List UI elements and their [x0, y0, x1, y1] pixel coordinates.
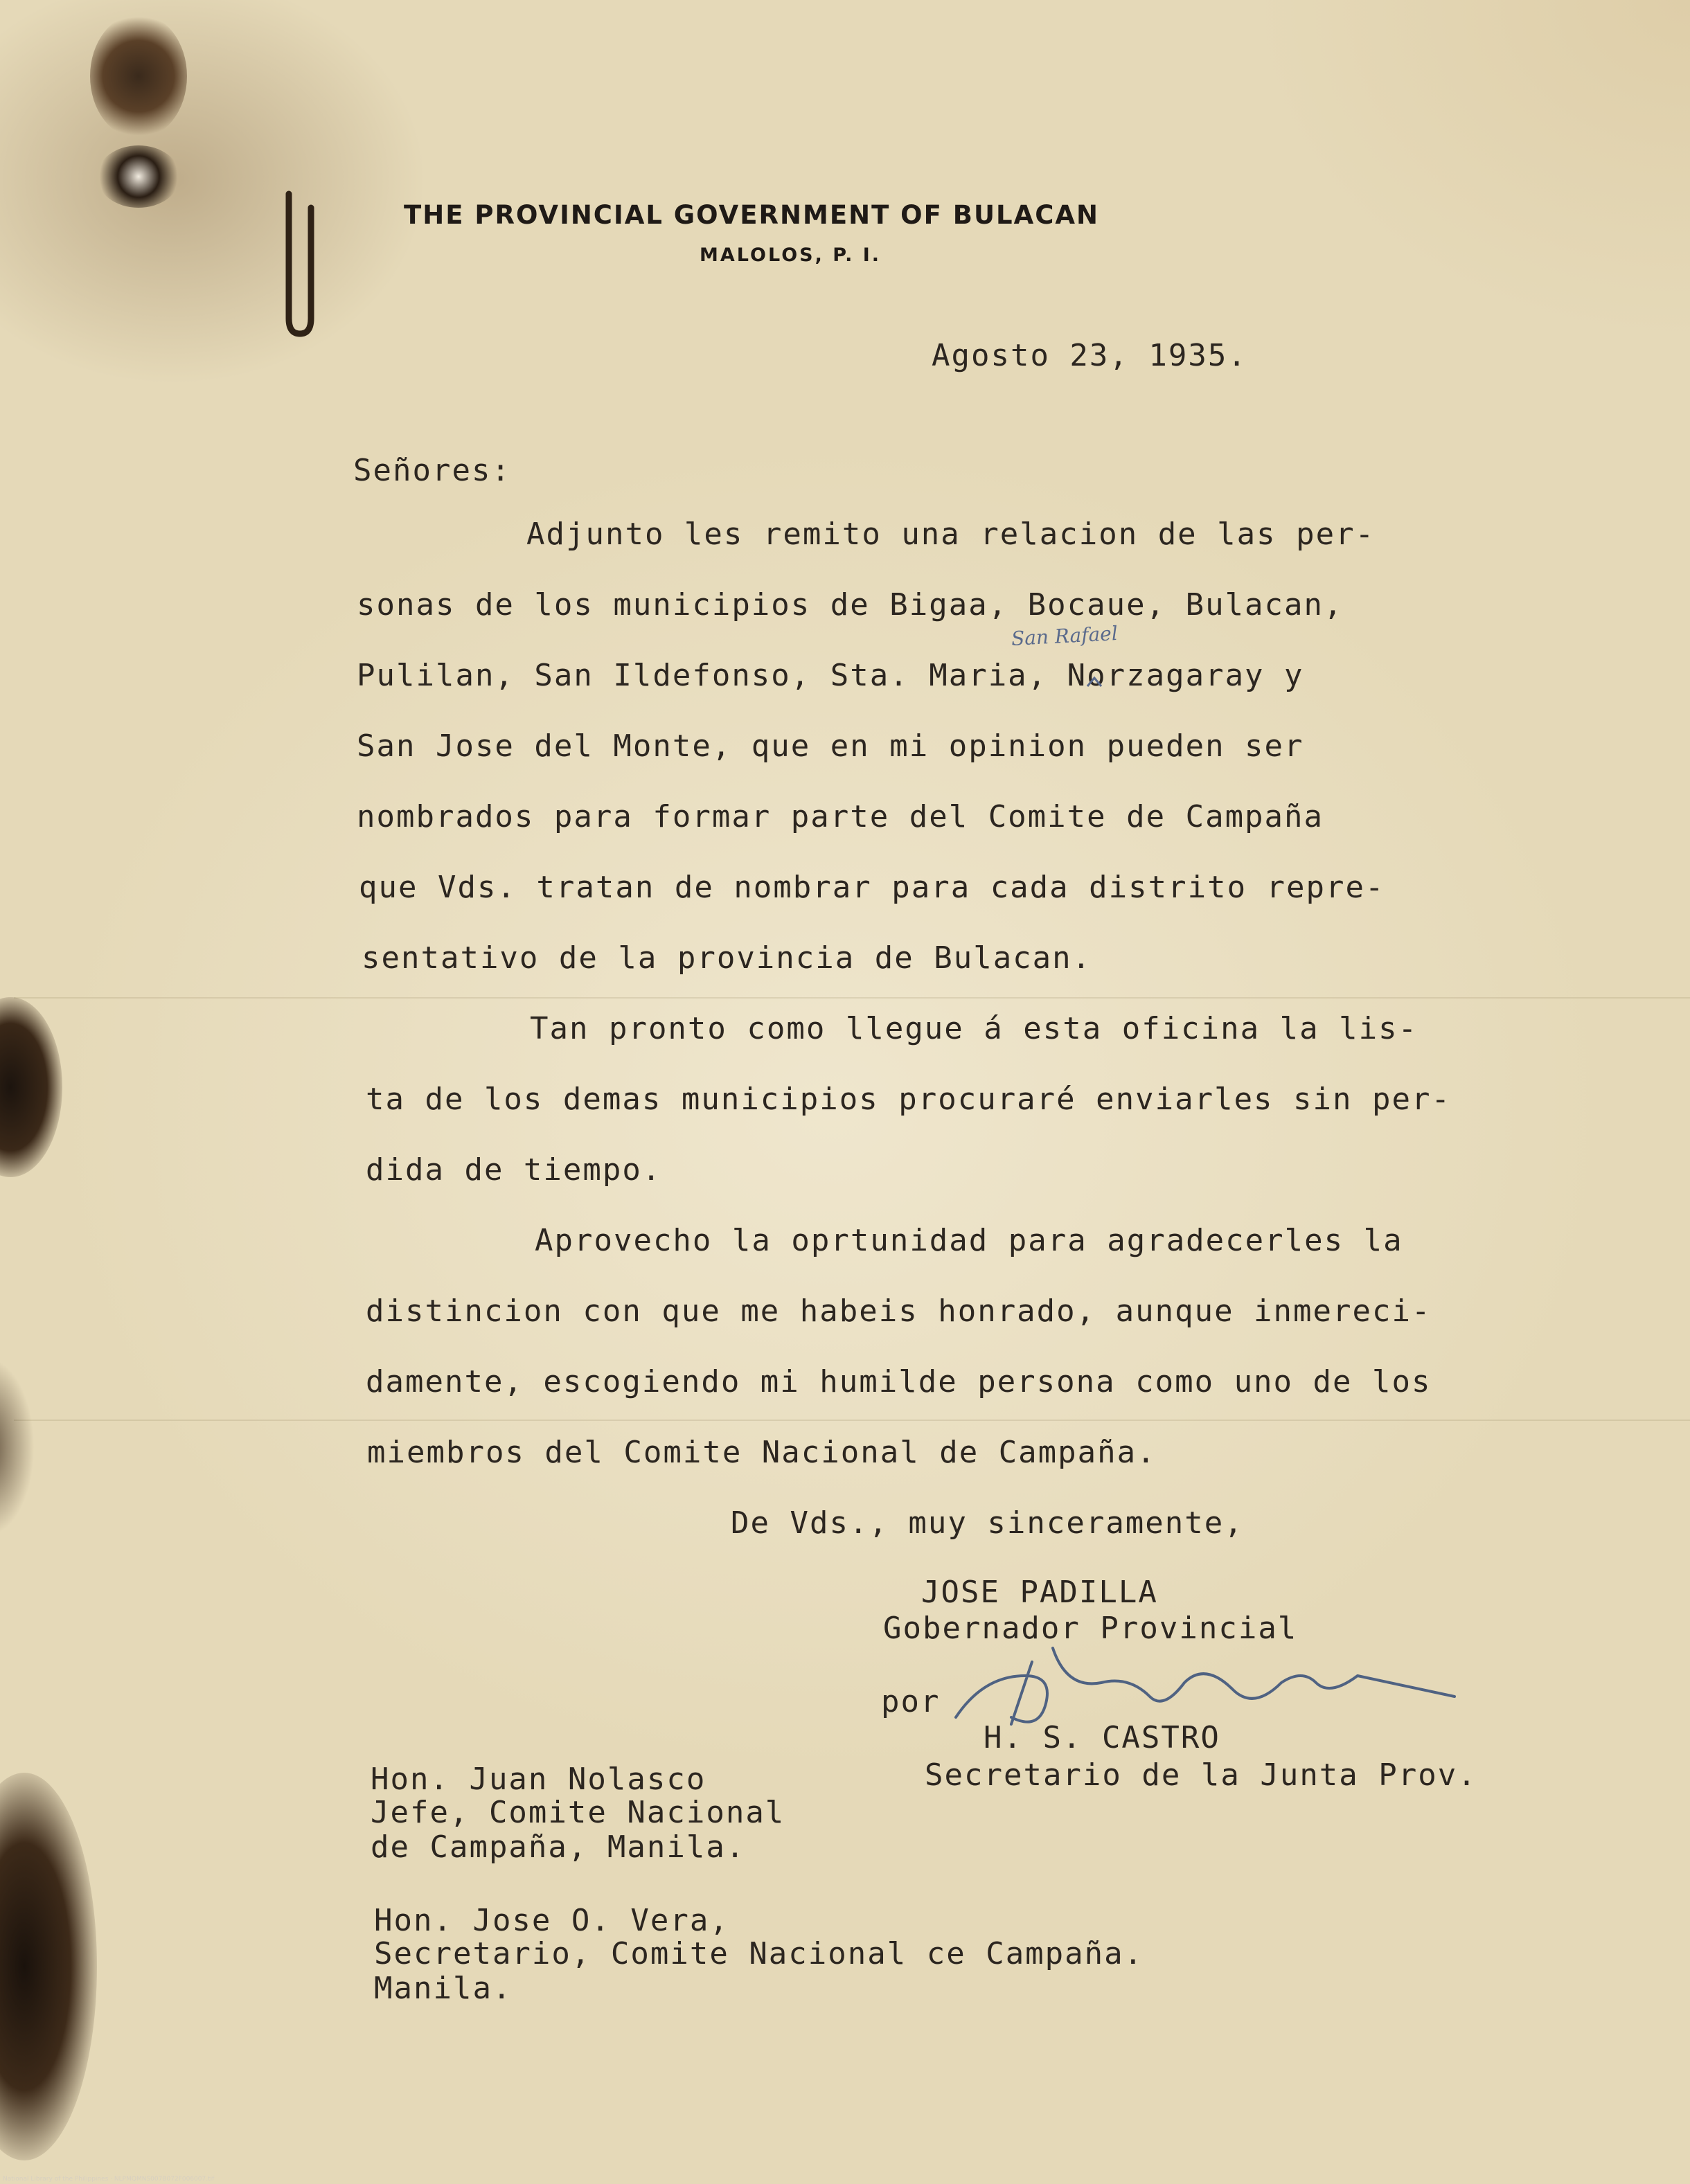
body-line: Tan pronto como llegue á esta oficina la lis- [530, 1011, 1418, 1046]
secretary-name: H. S. CASTRO [984, 1720, 1220, 1755]
recipient-line: Jefe, Comite Nacional [371, 1795, 785, 1830]
fold-line [14, 997, 1690, 999]
body-line: miembros del Comite Nacional de Campaña. [367, 1435, 1157, 1470]
body-line: dida de tiempo. [366, 1152, 662, 1188]
fold-line [14, 1420, 1690, 1421]
recipient-line: Manila. [374, 1971, 513, 2006]
body-line: nombrados para formar parte del Comite de Campaña [357, 799, 1324, 834]
stain [0, 1357, 35, 1537]
por-label: por [881, 1684, 941, 1719]
recipient-line: Secretario, Comite Nacional ce Campaña. [374, 1936, 1144, 1971]
burn-mark [0, 997, 62, 1177]
salutation: Señores: [353, 453, 511, 488]
signature-text [1067, 1662, 1069, 1663]
body-line: distincion con que me habeis honrado, aunque inmereci- [366, 1294, 1432, 1329]
body-line: sentativo de la provincia de Bulacan. [362, 940, 1092, 976]
recipient-line: Hon. Jose O. Vera, [374, 1903, 729, 1938]
body-line: sonas de los municipios de Bigaa, Bocaue, Bulacan, [357, 587, 1344, 623]
secretary-title: Secretario de la Junta Prov. [925, 1757, 1477, 1793]
caret-mark-icon [1086, 675, 1103, 688]
body-line: ta de los demas municipios procuraré enviarles sin per- [366, 1082, 1451, 1117]
body-line: que Vds. tratan de nombrar para cada distrito repre- [359, 870, 1385, 905]
body-line: San Jose del Monte, que en mi opinion pueden ser [357, 728, 1304, 764]
burn-mark [0, 1773, 97, 2160]
burn-hole [97, 145, 180, 208]
body-line: damente, escogiendo mi humilde persona como uno de los [366, 1364, 1432, 1399]
signatory-title: Gobernador Provincial [883, 1611, 1298, 1646]
recipient-line: Hon. Juan Nolasco [371, 1762, 706, 1797]
letterhead-title: THE PROVINCIAL GOVERNMENT OF BULACAN [404, 200, 1100, 230]
archive-footer: National Library of the Philippines · NLPMQMNS007B072F006007.tif [3, 2176, 215, 2183]
signatory-name: JOSE PADILLA [921, 1575, 1158, 1610]
letterhead-city: MALOLOS, P. I. [700, 244, 882, 266]
burn-mark [90, 14, 187, 138]
body-line: Aprovecho la oprtunidad para agradecerles la [535, 1223, 1403, 1258]
closing: De Vds., muy sinceramente, [731, 1505, 1244, 1541]
body-line: Adjunto les remito una relacion de las per- [526, 517, 1376, 552]
letter-date: Agosto 23, 1935. [932, 338, 1247, 373]
body-line: Pulilan, San Ildefonso, Sta. Maria, Norzagaray y [357, 658, 1304, 693]
recipient-line: de Campaña, Manila. [371, 1829, 746, 1865]
paper-clip-icon [274, 180, 322, 339]
handwritten-insert: San Rafael [1011, 621, 1119, 651]
